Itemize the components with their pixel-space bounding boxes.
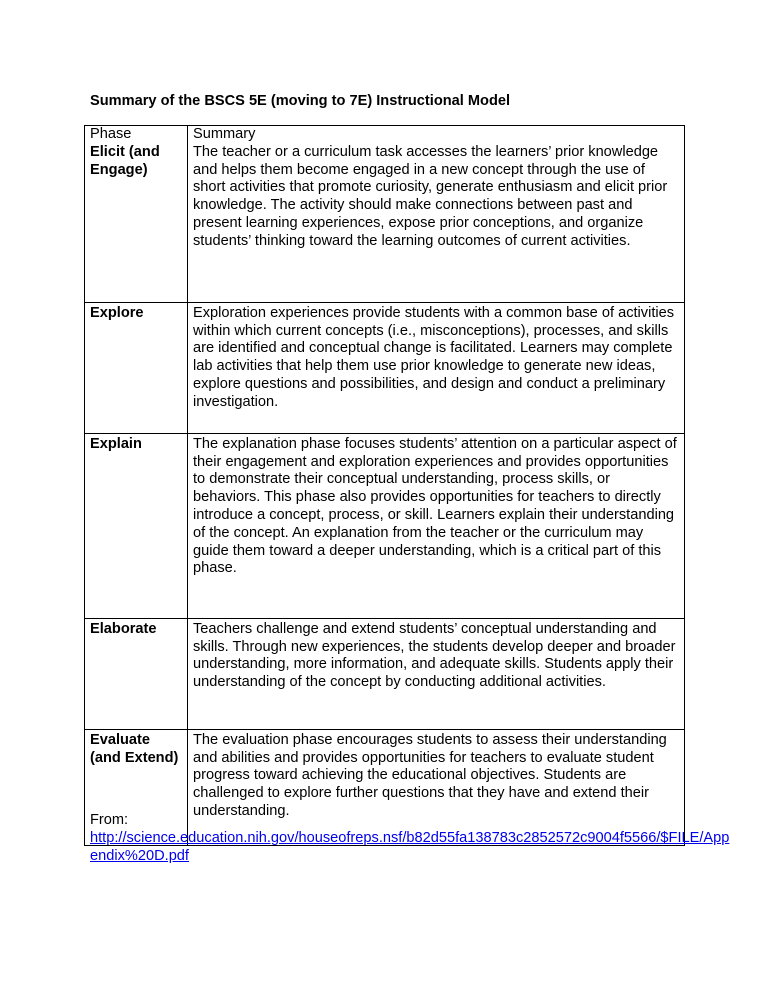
phase-label: Elaborate bbox=[90, 620, 157, 637]
summary-text: The evaluation phase encourages students to assess their understanding and abilities and provides opportunities for teachers to evaluate student progress toward achieving the educational objectives. Students are challenged to explore further questions that they have and extend their understanding. bbox=[193, 731, 667, 819]
phase-label: Explore bbox=[90, 304, 144, 321]
phase-cell bbox=[85, 302, 188, 433]
phase-label: Evaluate (and Extend) bbox=[90, 731, 179, 766]
document-title: Summary of the BSCS 5E (moving to 7E) Instructional Model bbox=[90, 93, 511, 109]
header-summary: Summary bbox=[188, 126, 685, 144]
summary-cell bbox=[188, 433, 685, 618]
table-header-row bbox=[85, 126, 685, 144]
table-row bbox=[85, 144, 685, 303]
phase-cell: Elicit (and Engage) bbox=[85, 144, 188, 303]
header-phase: Phase bbox=[85, 126, 188, 144]
summary-text: The explanation phase focuses students’ attention on a particular aspect of their engagement and exploration experiences and provides opportunities to demonstrate their conceptual understanding, process skills, or behaviors. This phase also provides opportunities for teachers to directly introduce a concept, process, or skill. Learners explain their understanding of the concept. An explanation from the teacher or the curriculum may guide them toward a deeper understanding, which is a critical part of this phase. bbox=[193, 435, 677, 577]
phase-cell bbox=[85, 433, 188, 618]
table-row bbox=[85, 433, 685, 618]
phase-summary-table bbox=[84, 125, 685, 846]
phase-label: Explain bbox=[90, 435, 142, 452]
source-label: From: bbox=[90, 812, 129, 828]
table-row bbox=[85, 302, 685, 433]
summary-text: Teachers challenge and extend students’ conceptual understanding and skills. Through new experiences, the students develop deeper and broader understanding, more information, and adequate skills. Students apply their understanding of the concept by conducting additional activities. bbox=[193, 620, 676, 691]
table-row bbox=[85, 618, 685, 729]
summary-cell bbox=[188, 302, 685, 433]
source-link[interactable]: http://science.education.nih.gov/houseofreps.nsf/b82d55fa138783c2852572c9004f5566/$FILE/Appendix%20D.pdf bbox=[90, 830, 730, 864]
summary-cell: The teacher or a curriculum task accesses the learners’ prior knowledge and helps them become engaged in a new concept through the use of short activities that promote curiosity, generate enthusiasm and elicit prior knowledge. The activity should make connections between past and present learning experiences, expose prior conceptions, and organize students’ thinking toward the learning outcomes of current activities. bbox=[188, 144, 685, 303]
summary-text: Exploration experiences provide students with a common base of activities within which current concepts (i.e., misconceptions), processes, and skills are identified and conceptual change is facilitated. Learners may complete lab activities that help them use prior knowledge to generate new ideas, explore questions and possibilities, and design and conduct a preliminary investigation. bbox=[193, 304, 675, 410]
source-citation bbox=[90, 811, 730, 865]
summary-cell bbox=[188, 618, 685, 729]
phase-cell bbox=[85, 618, 188, 729]
